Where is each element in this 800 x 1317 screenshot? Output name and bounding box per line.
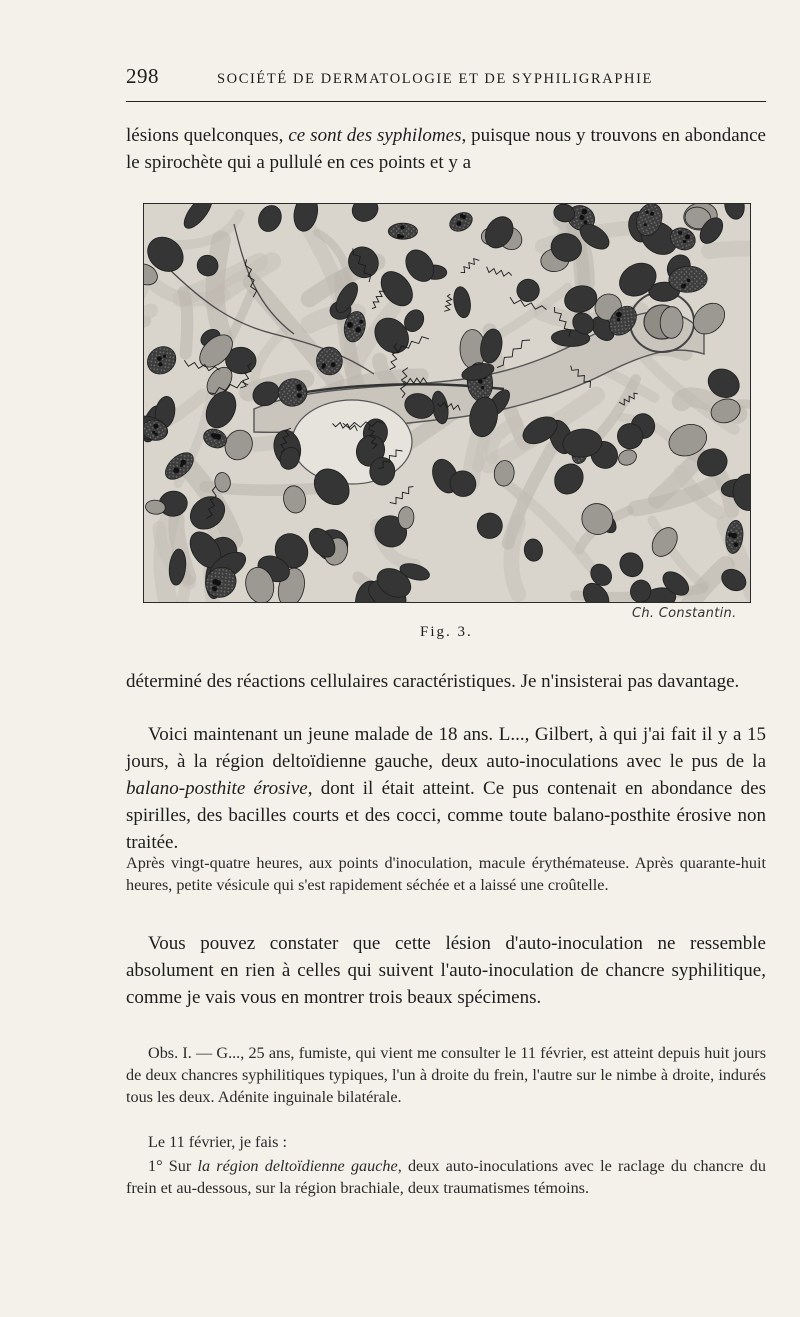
chromatin-dot: [359, 320, 363, 324]
chromatin-dot: [157, 356, 162, 361]
chromatin-dot: [322, 363, 326, 367]
paragraph-apres: Après vingt-quatre heures, aux points d'inoculation, macule érythémateuse. Après quarante-huit heures, petite vésicule qui s'est rapidement séchée et a laissé une croûtelle.: [126, 854, 766, 894]
paragraph-observation: [126, 1042, 766, 1108]
paragraph-item-1: [126, 1155, 766, 1199]
header-rule: [126, 101, 766, 102]
chromatin-dot: [347, 322, 353, 328]
chromatin-dot: [155, 433, 158, 436]
chromatin-dot: [478, 379, 483, 384]
intro-text-end: , puisque nous y trouvons en abondance le spirochète qui a pullulé en ces points et y a: [126, 125, 766, 173]
chromatin-dot: [457, 221, 462, 226]
chromatin-dot: [163, 355, 166, 358]
running-title: SOCIÉTÉ DE DERMATOLOGIE ET DE SYPHILIGRAPHIE: [217, 71, 653, 87]
chromatin-dot: [646, 211, 649, 214]
artist-signature: Ch. Constantin.: [632, 606, 737, 621]
chromatin-dot: [584, 220, 588, 224]
chromatin-dot: [173, 467, 179, 473]
item1-text-end: , deux auto-inoculations avec le raclage du chancre du frein et au-dessous, sur la région brachiale, deux traumatismes témoins.: [126, 1157, 766, 1197]
chromatin-dot: [400, 225, 404, 229]
chromatin-dot: [297, 393, 302, 398]
paragraph-date: [126, 1131, 766, 1153]
histology-figure: [143, 203, 751, 603]
voici-emphasis: balano-posthite érosive: [126, 778, 308, 799]
chromatin-dot: [397, 234, 402, 239]
chromatin-dot: [215, 580, 221, 586]
paragraph-intro: [126, 122, 766, 176]
item1-emphasis: la région deltoïdienne gauche: [197, 1157, 398, 1175]
chromatin-dot: [581, 209, 587, 215]
chromatin-dot: [158, 362, 162, 366]
chromatin-dot: [650, 212, 654, 216]
observation-text: Obs. I. — G..., 25 ans, fumiste, qui vient me consulter le 11 février, est atteint depuis huit jours de deux chancres syphilitiques typiques, l'un à droite du frein, l'autre sur le nimbe à droite, indurés tous les deux. Adénite inguinale bilatérale.: [126, 1044, 766, 1106]
chromatin-dot: [297, 386, 302, 391]
page-number: 298: [126, 64, 159, 88]
chromatin-dot: [212, 586, 217, 591]
paragraph-voici: [126, 721, 766, 856]
item1-text: 1° Sur: [148, 1157, 198, 1175]
page-header: [126, 64, 766, 94]
chromatin-dot: [481, 386, 484, 389]
tissue-illustration: [144, 204, 750, 602]
chromatin-dot: [734, 542, 739, 547]
chromatin-dot: [678, 231, 682, 235]
figure-caption: Fig. 3.: [420, 624, 473, 640]
chromatin-dot: [331, 362, 336, 367]
chromatin-dot: [683, 240, 686, 243]
chromatin-dot: [153, 424, 158, 429]
chromatin-dot: [687, 279, 691, 283]
chromatin-dot: [355, 327, 361, 333]
intro-text: lésions quelconques,: [126, 125, 289, 146]
paragraph-determine: déterminé des réactions cellulaires caractéristiques. Je n'insisterai pas davantage.: [126, 671, 740, 692]
date-text: Le 11 février, je fais :: [148, 1133, 287, 1151]
chromatin-dot: [644, 223, 647, 226]
chromatin-dot: [216, 434, 222, 440]
voici-text-end: , dont il était atteint. Ce pus contenait en abondance des spirilles, des bacilles courts et des cocci, comme toute balano-posthite érosive non traitée.: [126, 778, 766, 853]
chromatin-dot: [731, 533, 737, 539]
voici-text: Voici maintenant un jeune malade de 18 ans. L..., Gilbert, à qui j'ai fait il y a 15 jours, à la région deltoïdienne gauche, deux auto-inoculations avec le pus de la: [126, 724, 766, 772]
chromatin-dot: [579, 215, 584, 220]
vous-text: Vous pouvez constater que cette lésion d'auto-inoculation ne ressemble absolument en rien à celles qui suivent l'auto-inoculation de chancre syphilitique, comme je vais vous en montrer trois beaux spécimens.: [126, 933, 766, 1008]
chromatin-dot: [462, 215, 466, 219]
chromatin-dot: [152, 431, 155, 434]
paragraph-vous: [126, 930, 766, 1011]
chromatin-dot: [617, 318, 620, 321]
chromatin-dot: [616, 313, 619, 316]
intro-emphasis: ce sont des syphilomes: [288, 125, 462, 146]
chromatin-dot: [685, 234, 690, 239]
chromatin-dot: [681, 284, 686, 289]
chromatin-dot: [181, 460, 187, 466]
chromatin-dot: [211, 433, 215, 437]
